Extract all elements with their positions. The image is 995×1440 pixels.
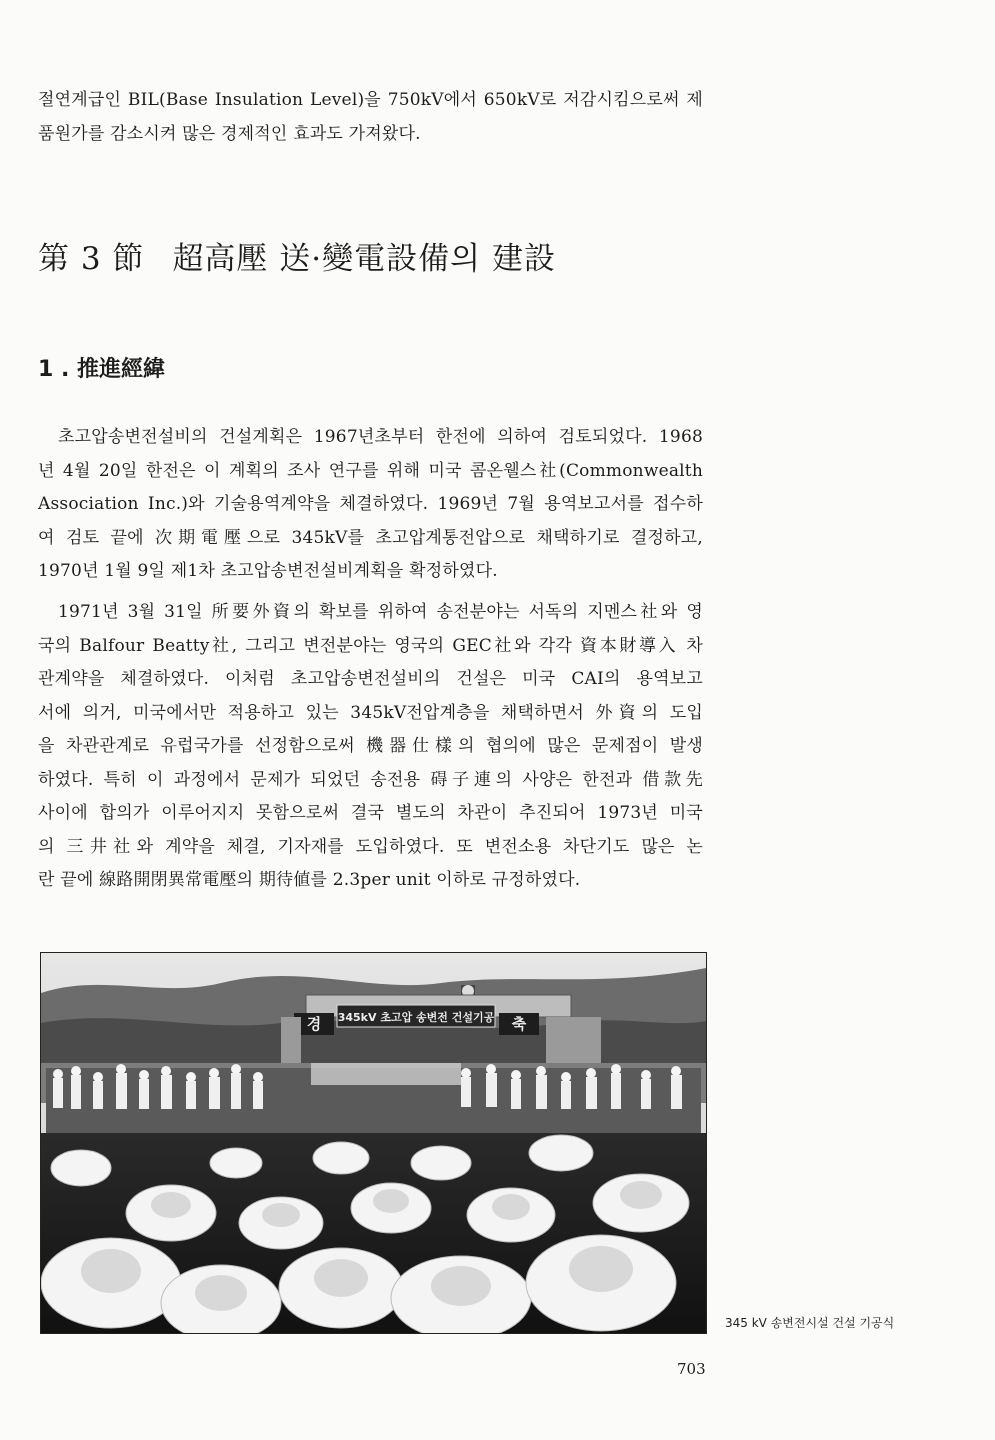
paragraph-1-line-1: 초고압송변전설비의 건설계획은 1967년초부터 한전에 의하여 검토되었다. 1968 — [58, 427, 703, 447]
paragraph-1-line-2: 년 4월 20일 한전은 이 계획의 조사 연구를 위해 미국 콤온웰스社(Commonwealth — [38, 460, 703, 481]
banner-left-text: 경 — [306, 1015, 322, 1033]
gate-pillar-right — [546, 1017, 601, 1067]
paragraph-2-line-3: 관계약을 체결하였다. 이처럼 초고압송변전설비의 건설은 미국 CAI의 용역보고 — [38, 669, 703, 689]
banner-text: 345kV 초고압 송변전 건설기공 — [337, 1011, 495, 1024]
paragraph-1 — [38, 421, 703, 589]
intro-paragraph — [38, 84, 703, 151]
section-number: 第 3 節 — [38, 241, 145, 277]
paragraph-2-line-1: 1971년 3월 31일 所要外資의 확보를 위하여 송전분야는 서독의 지멘스社와 영 — [58, 602, 703, 622]
intro-line-2: 품원가를 감소시켜 많은 경제적인 효과도 가져왔다. — [38, 123, 421, 144]
ceremony-photo — [40, 952, 707, 1334]
ceremony-photo-illustration — [41, 953, 706, 1333]
paragraph-2-line-5: 을 차관관계로 유럽국가를 선정함으로써 機器仕樣의 협의에 많은 문제점이 발생 — [38, 736, 703, 756]
intro-line-1: 절연계급인 BIL(Base Insulation Level)을 750kV에서 650kV로 저감시킴으로써 제 — [38, 90, 703, 110]
page-number: 703 — [677, 1360, 706, 1378]
paragraph-2-line-7: 사이에 합의가 이루어지지 못함으로써 결국 별도의 차관이 추진되어 1973년 미국 — [38, 803, 703, 823]
photo-caption: 345 kV 송변전시설 건설 기공식 — [725, 1316, 895, 1330]
paragraph-2 — [38, 596, 703, 898]
gate-pillar-left — [281, 1017, 301, 1067]
section-title: 超高壓 送·變電設備의 建設 — [172, 241, 556, 277]
paragraph-1-line-5: 1970년 1월 9일 제1차 초고압송변전설비계획을 확정하였다. — [38, 561, 498, 581]
paragraph-2-line-9: 란 끝에 線路開閉異常電壓의 期待値를 2.3per unit 이하로 규정하였다. — [38, 870, 581, 890]
paragraph-2-line-4: 서에 의거, 미국에서만 적용하고 있는 345kV전압계층을 채택하면서 外資의 도입 — [38, 702, 703, 723]
paragraph-1-line-4: 여 검토 끝에 次期電壓으로 345kV를 초고압계통전압으로 채택하기로 결정하고, — [38, 527, 703, 548]
paragraph-2-line-8: 의 三井社와 계약을 체결, 기자재를 도입하였다. 또 변전소용 차단기도 많은 논 — [38, 836, 703, 857]
section-heading — [38, 233, 556, 278]
paragraph-1-line-3: Association Inc.)와 기술용역계약을 체결하였다. 1969년 7월 용역보고서를 접수하 — [38, 494, 703, 514]
paragraph-2-line-6: 하였다. 특히 이 과정에서 문제가 되었던 송전용 碍子連의 사양은 한전과 借款先 — [38, 769, 703, 790]
subsection-heading: 1 . 推進經緯 — [38, 357, 165, 382]
standing-crowd — [46, 1063, 701, 1138]
banner-right-text: 축 — [511, 1015, 527, 1033]
paragraph-2-line-2: 국의 Balfour Beatty社, 그리고 변전분야는 영국의 GEC社와 각각 資本財導入 차 — [38, 635, 703, 656]
